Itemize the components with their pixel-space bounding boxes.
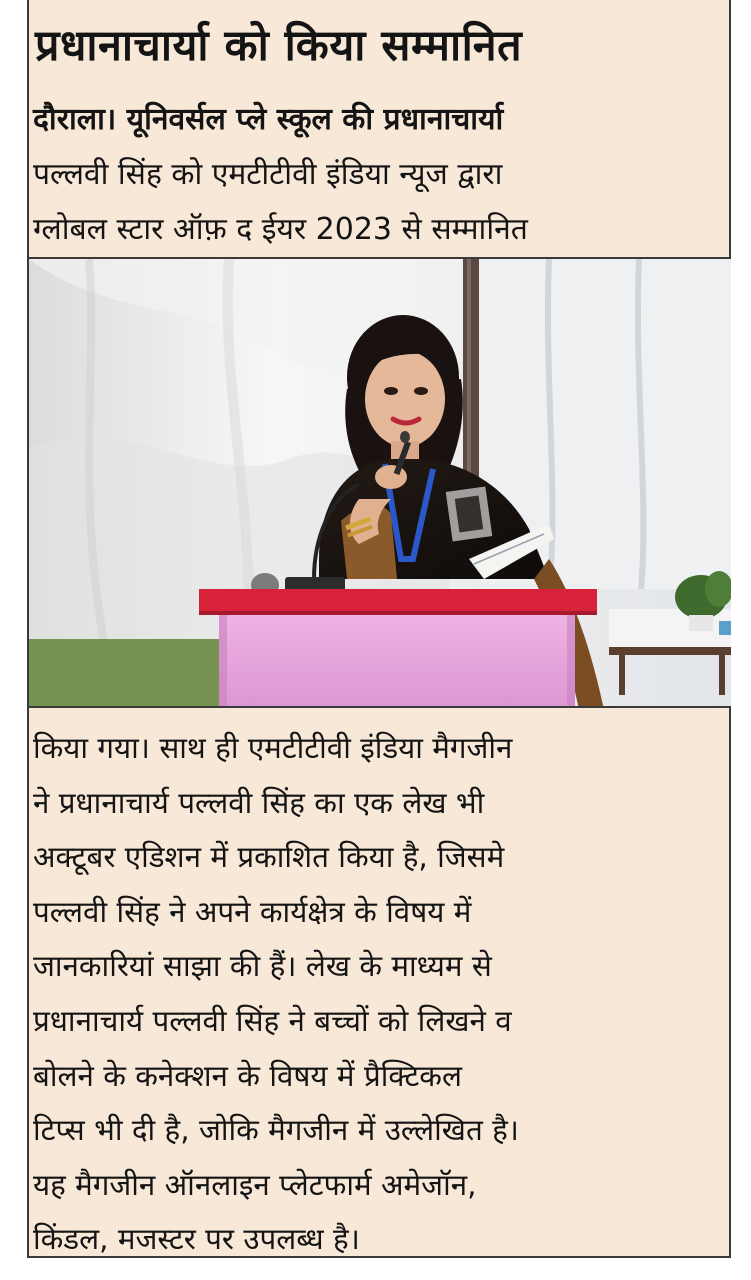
photo-speaker-at-podium xyxy=(29,259,731,708)
article-body xyxy=(33,721,727,1267)
body-line: किया गया। साथ ही एमटीटीवी इंडिया मैगजीन xyxy=(33,731,513,765)
body-line: अक्टूबर एडिशन में प्रकाशित किया है, जिसमे xyxy=(33,840,505,875)
body-line: टिप्स भी दी है, जोकि मैगजीन में उल्लेखित है। xyxy=(33,1113,519,1148)
lead-line: ग्लोबल स्टार ऑफ़ द ईयर 2023 से सम्मानित xyxy=(33,212,528,247)
body-line: किंडल, मजस्टर पर उपलब्ध है। xyxy=(33,1222,360,1257)
body-line: यह मैगजीन ऑनलाइन प्लेटफार्म अमेजॉन, xyxy=(33,1167,477,1202)
lead-paragraph xyxy=(33,92,727,257)
body-line: ने प्रधानाचार्य पल्लवी सिंह का एक लेख भी xyxy=(33,785,485,820)
newspaper-clipping xyxy=(27,0,731,1258)
body-line: पल्लवी सिंह ने अपने कार्यक्षेत्र के विषय में xyxy=(33,894,472,929)
body-line: जानकारियां साझा की हैं। लेख के माध्यम से xyxy=(33,949,492,984)
news-photo xyxy=(29,257,731,708)
body-line: बोलने के कनेक्शन के विषय में प्रैक्टिकल xyxy=(33,1058,462,1093)
body-line: प्रधानाचार्य पल्लवी सिंह ने बच्चों को लिखने व xyxy=(33,1003,512,1038)
lead-line: दौराला। यूनिवर्सल प्ले स्कूल की प्रधानाचार्या xyxy=(33,102,504,137)
headline: प्रधानाचार्या को किया सम्मानित xyxy=(35,21,523,71)
lead-line: पल्लवी सिंह को एमटीटीवी इंडिया न्यूज द्वारा xyxy=(33,157,503,192)
